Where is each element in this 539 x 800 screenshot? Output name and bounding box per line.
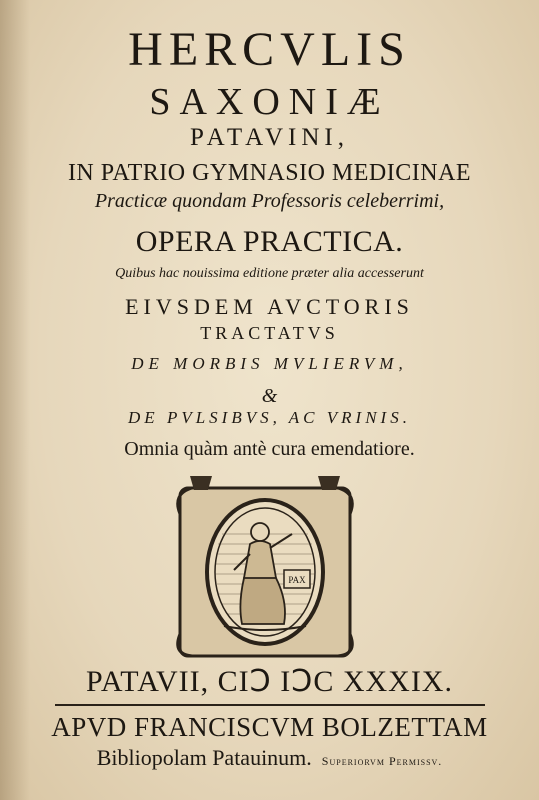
de-morbis-line: DE MORBIS MVLIERVM, [131,354,408,373]
position-line: IN PATRIO GYMNASIO MEDICINAE [67,160,472,186]
permission-text: Superiorvm Permissv. [321,754,443,768]
place-date-line: PATAVII, CIↃ IↃC XXXIX. [86,665,453,698]
ampersand-line: & [261,385,278,407]
position-line-2: Practicæ quondam Professoris celeberrimi, [94,190,445,212]
de-pulsibus-line: DE PVLSIBVS, AC VRINIS. [128,408,411,427]
edition-note: Quibus hac nouissima editione præter alia accesserunt [115,266,424,281]
author-origin-line: PATAVINI, [189,124,349,151]
work-title: OPERA PRACTICA. [135,225,404,258]
author-name-line: HERCVLIS [128,23,411,76]
device-inscription: PAX [288,575,306,585]
horizontal-rule [55,704,485,706]
printer-device-emblem [172,474,358,660]
author-surname-line: SAXONIÆ [149,81,390,123]
bookseller-text: Bibliopolam Patauinum. [96,745,312,770]
omnia-line: Omnia quàm antè cura emendatiore. [124,438,415,460]
tractatus-line: TRACTATVS [200,323,339,343]
eiusdem-line: EIVSDEM AVCTORIS [125,294,414,319]
printer-line: APVD FRANCISCVM BOLZETTAM [51,712,488,742]
bookseller-line [0,745,539,771]
